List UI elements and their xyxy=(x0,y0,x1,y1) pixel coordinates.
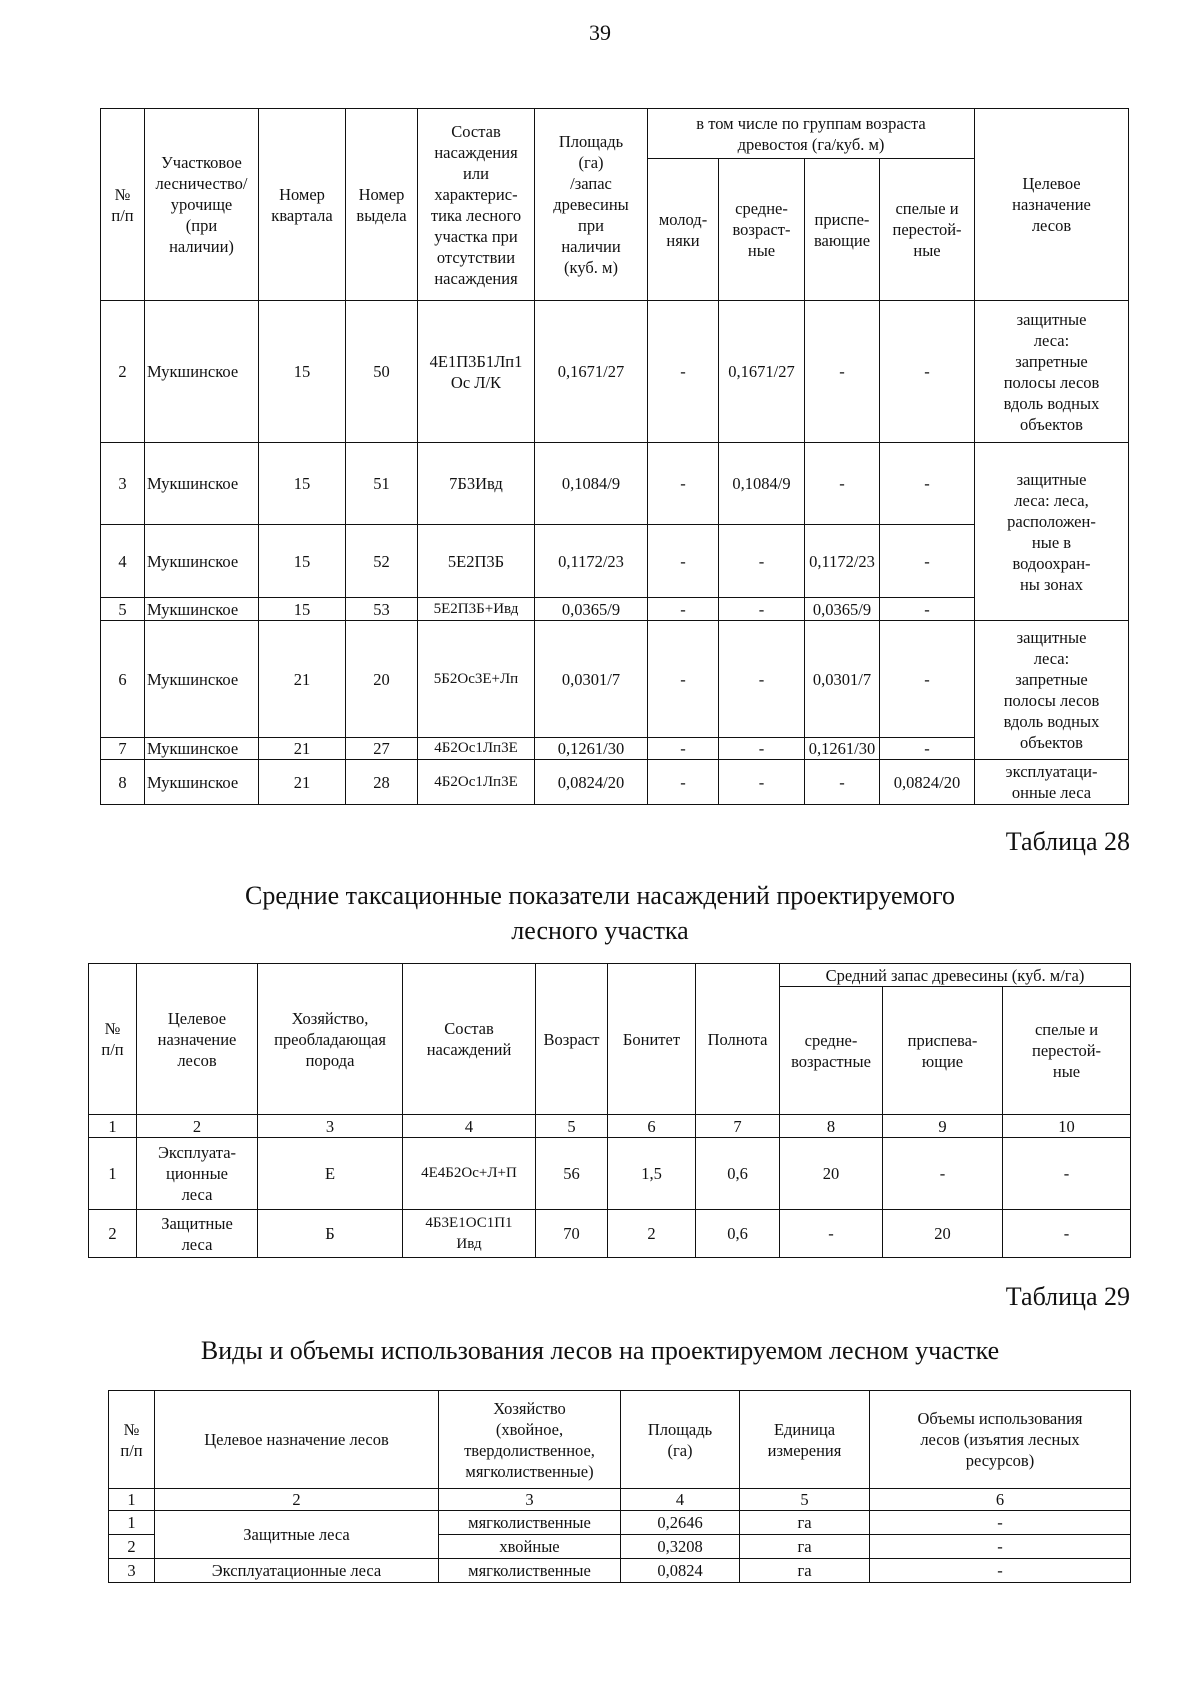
cell-young: - xyxy=(648,760,719,805)
cell-quarter: 21 xyxy=(259,760,346,805)
cell-purpose: защитные леса: запретные полосы лесов вдоль водных объектов xyxy=(975,621,1129,760)
cell-composition: 5Б2Ос3Е+Лп xyxy=(418,621,535,738)
cell-farm: мягколиственные xyxy=(439,1559,621,1583)
header-mature: спелые и перестой- ные xyxy=(880,159,975,301)
cell-composition: 4Б3Е1ОС1П1 Ивд xyxy=(403,1210,536,1258)
cell-composition: 4Е4Б2Ос+Л+П xyxy=(403,1138,536,1210)
cell-num: 1 xyxy=(89,1138,137,1210)
header-quarter: Номер квартала xyxy=(259,109,346,301)
cell-young: - xyxy=(648,621,719,738)
cell-middle: - xyxy=(780,1210,883,1258)
table-row xyxy=(101,621,1129,738)
table-row xyxy=(89,1210,1131,1258)
cell-age: 56 xyxy=(536,1138,608,1210)
table-row xyxy=(109,1511,1131,1535)
cell-area: 0,2646 xyxy=(621,1511,740,1535)
cell-maturing: - xyxy=(805,443,880,525)
cell-mature: - xyxy=(1003,1210,1131,1258)
cell-farm: мягколиственные xyxy=(439,1511,621,1535)
cell-num: 4 xyxy=(101,525,145,598)
header-num: № п/п xyxy=(101,109,145,301)
cell-mature: - xyxy=(880,738,975,760)
cell-volume: - xyxy=(870,1511,1131,1535)
t28-header-stock: Средний запас древесины (куб. м/га) xyxy=(780,964,1131,987)
cell-forestry: Мукшинское xyxy=(145,760,259,805)
header-forestry: Участковое лесничество/ урочище (при наличии) xyxy=(145,109,259,301)
cell-farm: Е xyxy=(258,1138,403,1210)
col-number: 4 xyxy=(621,1489,740,1511)
t28-header-farm: Хозяйство, преобладающая порода xyxy=(258,964,403,1115)
cell-num: 6 xyxy=(101,621,145,738)
cell-composition: 7Б3Ивд xyxy=(418,443,535,525)
cell-num: 3 xyxy=(101,443,145,525)
table-row xyxy=(101,738,1129,760)
cell-section: 51 xyxy=(346,443,418,525)
cell-quarter: 15 xyxy=(259,301,346,443)
col-number: 5 xyxy=(536,1115,608,1138)
cell-area: 0,0824 xyxy=(621,1559,740,1583)
cell-density: 0,6 xyxy=(696,1138,780,1210)
cell-num: 2 xyxy=(101,301,145,443)
cell-mature: - xyxy=(880,598,975,621)
col-number: 1 xyxy=(89,1115,137,1138)
t28-header-age: Возраст xyxy=(536,964,608,1115)
cell-middle: 0,1671/27 xyxy=(719,301,805,443)
table28-title: Средние таксационные показатели насаждений проектируемого лесного участка xyxy=(244,881,955,945)
cell-num: 8 xyxy=(101,760,145,805)
forest-plots-table xyxy=(100,108,1129,805)
cell-maturing: - xyxy=(805,301,880,443)
cell-area: 0,1671/27 xyxy=(535,301,648,443)
t28-header-composition: Состав насаждений xyxy=(403,964,536,1115)
cell-num: 5 xyxy=(101,598,145,621)
cell-age: 70 xyxy=(536,1210,608,1258)
cell-bonitet: 2 xyxy=(608,1210,696,1258)
t28-header-maturing: приспева- ющие xyxy=(883,987,1003,1115)
cell-middle: 20 xyxy=(780,1138,883,1210)
cell-maturing: - xyxy=(805,760,880,805)
col-number: 5 xyxy=(740,1489,870,1511)
cell-purpose: защитные леса: запретные полосы лесов вдоль водных объектов xyxy=(975,301,1129,443)
col-number: 3 xyxy=(258,1115,403,1138)
table-row xyxy=(101,301,1129,443)
column-numbers-row xyxy=(89,1115,1131,1138)
cell-forestry: Мукшинское xyxy=(145,301,259,443)
t28-header-density: Полнота xyxy=(696,964,780,1115)
cell-density: 0,6 xyxy=(696,1210,780,1258)
cell-area: 0,0365/9 xyxy=(535,598,648,621)
cell-middle: - xyxy=(719,760,805,805)
cell-young: - xyxy=(648,598,719,621)
cell-quarter: 15 xyxy=(259,443,346,525)
col-number: 2 xyxy=(137,1115,258,1138)
cell-area: 0,3208 xyxy=(621,1535,740,1559)
cell-composition: 4Б2Ос1Лп3Е xyxy=(418,738,535,760)
cell-maturing: 0,0365/9 xyxy=(805,598,880,621)
cell-young: - xyxy=(648,443,719,525)
t28-header-bonitet: Бонитет xyxy=(608,964,696,1115)
cell-young: - xyxy=(648,738,719,760)
cell-forestry: Мукшинское xyxy=(145,598,259,621)
t28-header-num: № п/п xyxy=(89,964,137,1115)
cell-bonitet: 1,5 xyxy=(608,1138,696,1210)
cell-mature: - xyxy=(880,443,975,525)
cell-quarter: 21 xyxy=(259,738,346,760)
taxation-table xyxy=(88,963,1131,1258)
cell-young: - xyxy=(648,525,719,598)
table29-label: Таблица 29 xyxy=(1005,1282,1130,1311)
cell-forestry: Мукшинское xyxy=(145,738,259,760)
header-middle: средне- возраст- ные xyxy=(719,159,805,301)
cell-unit: га xyxy=(740,1511,870,1535)
t29-header-purpose: Целевое назначение лесов xyxy=(155,1391,439,1489)
table-row xyxy=(101,760,1129,805)
cell-section: 53 xyxy=(346,598,418,621)
table28-label: Таблица 28 xyxy=(1005,827,1130,856)
header-young: молод- няки xyxy=(648,159,719,301)
cell-volume: - xyxy=(870,1535,1131,1559)
header-area: Площадь (га) /запас древесины при наличии (куб. м) xyxy=(535,109,648,301)
col-number: 6 xyxy=(608,1115,696,1138)
cell-section: 27 xyxy=(346,738,418,760)
table-row xyxy=(101,525,1129,598)
forest-use-table xyxy=(108,1390,1131,1583)
cell-section: 50 xyxy=(346,301,418,443)
header-composition: Состав насаждения или характерис- тика лесного участка при отсутствии насаждения xyxy=(418,109,535,301)
cell-maturing: 20 xyxy=(883,1210,1003,1258)
cell-mature: - xyxy=(880,301,975,443)
t29-header-area: Площадь (га) xyxy=(621,1391,740,1489)
t28-header-purpose: Целевое назначение лесов xyxy=(137,964,258,1115)
cell-area: 0,1172/23 xyxy=(535,525,648,598)
cell-purpose: Эксплуата- ционные леса xyxy=(137,1138,258,1210)
table-row xyxy=(101,443,1129,525)
cell-middle: - xyxy=(719,621,805,738)
column-numbers-row xyxy=(109,1489,1131,1511)
cell-middle: - xyxy=(719,598,805,621)
t28-header-mature: спелые и перестой- ные xyxy=(1003,987,1131,1115)
cell-section: 20 xyxy=(346,621,418,738)
cell-composition: 4Е1П3Б1Лп1 Ос Л/К xyxy=(418,301,535,443)
cell-volume: - xyxy=(870,1559,1131,1583)
cell-composition: 5Е2П3Б xyxy=(418,525,535,598)
cell-maturing: - xyxy=(883,1138,1003,1210)
cell-farm: Б xyxy=(258,1210,403,1258)
cell-area: 0,1261/30 xyxy=(535,738,648,760)
page-number: 39 xyxy=(589,20,611,45)
col-number: 7 xyxy=(696,1115,780,1138)
col-number: 6 xyxy=(870,1489,1131,1511)
cell-unit: га xyxy=(740,1535,870,1559)
cell-section: 28 xyxy=(346,760,418,805)
header-purpose: Целевое назначение лесов xyxy=(975,109,1129,301)
cell-quarter: 15 xyxy=(259,525,346,598)
cell-purpose: защитные леса: леса, расположен- ные в водоохран- ны зонах xyxy=(975,443,1129,621)
cell-purpose: Эксплуатационные леса xyxy=(155,1559,439,1583)
cell-quarter: 15 xyxy=(259,598,346,621)
cell-section: 52 xyxy=(346,525,418,598)
cell-mature: 0,0824/20 xyxy=(880,760,975,805)
cell-num: 7 xyxy=(101,738,145,760)
cell-maturing: 0,1261/30 xyxy=(805,738,880,760)
cell-num: 2 xyxy=(109,1535,155,1559)
cell-mature: - xyxy=(880,621,975,738)
cell-farm: хвойные xyxy=(439,1535,621,1559)
cell-area: 0,0824/20 xyxy=(535,760,648,805)
col-number: 1 xyxy=(109,1489,155,1511)
t29-header-unit: Единица измерения xyxy=(740,1391,870,1489)
cell-purpose: Защитные леса xyxy=(137,1210,258,1258)
col-number: 3 xyxy=(439,1489,621,1511)
cell-maturing: 0,1172/23 xyxy=(805,525,880,598)
table29-title: Виды и объемы использования лесов на проектируемом лесном участке xyxy=(200,1336,1000,1365)
cell-unit: га xyxy=(740,1559,870,1583)
t29-header-num: № п/п xyxy=(109,1391,155,1489)
cell-maturing: 0,0301/7 xyxy=(805,621,880,738)
cell-purpose: эксплуатаци- онные леса xyxy=(975,760,1129,805)
col-number: 2 xyxy=(155,1489,439,1511)
cell-quarter: 21 xyxy=(259,621,346,738)
cell-mature: - xyxy=(880,525,975,598)
header-age-groups: в том числе по группам возраста древостоя (га/куб. м) xyxy=(648,109,975,159)
cell-composition: 4Б2Ос1Лп3Е xyxy=(418,760,535,805)
cell-middle: - xyxy=(719,525,805,598)
cell-num: 3 xyxy=(109,1559,155,1583)
cell-forestry: Мукшинское xyxy=(145,443,259,525)
col-number: 8 xyxy=(780,1115,883,1138)
cell-purpose: Защитные леса xyxy=(155,1511,439,1559)
table-row xyxy=(89,1138,1131,1210)
header-section: Номер выдела xyxy=(346,109,418,301)
col-number: 9 xyxy=(883,1115,1003,1138)
header-maturing: приспе- вающие xyxy=(805,159,880,301)
t29-header-farm: Хозяйство (хвойное, твердолиственное, мягколиственные) xyxy=(439,1391,621,1489)
cell-area: 0,1084/9 xyxy=(535,443,648,525)
col-number: 10 xyxy=(1003,1115,1131,1138)
cell-young: - xyxy=(648,301,719,443)
cell-num: 2 xyxy=(89,1210,137,1258)
col-number: 4 xyxy=(403,1115,536,1138)
cell-mature: - xyxy=(1003,1138,1131,1210)
cell-forestry: Мукшинское xyxy=(145,525,259,598)
t29-header-volume: Объемы использования лесов (изъятия лесных ресурсов) xyxy=(870,1391,1131,1489)
t28-header-middle: средне- возрастные xyxy=(780,987,883,1115)
table-row xyxy=(109,1559,1131,1583)
table-row xyxy=(101,598,1129,621)
cell-num: 1 xyxy=(109,1511,155,1535)
cell-middle: - xyxy=(719,738,805,760)
cell-composition: 5Е2П3Б+Ивд xyxy=(418,598,535,621)
cell-area: 0,0301/7 xyxy=(535,621,648,738)
cell-forestry: Мукшинское xyxy=(145,621,259,738)
cell-middle: 0,1084/9 xyxy=(719,443,805,525)
